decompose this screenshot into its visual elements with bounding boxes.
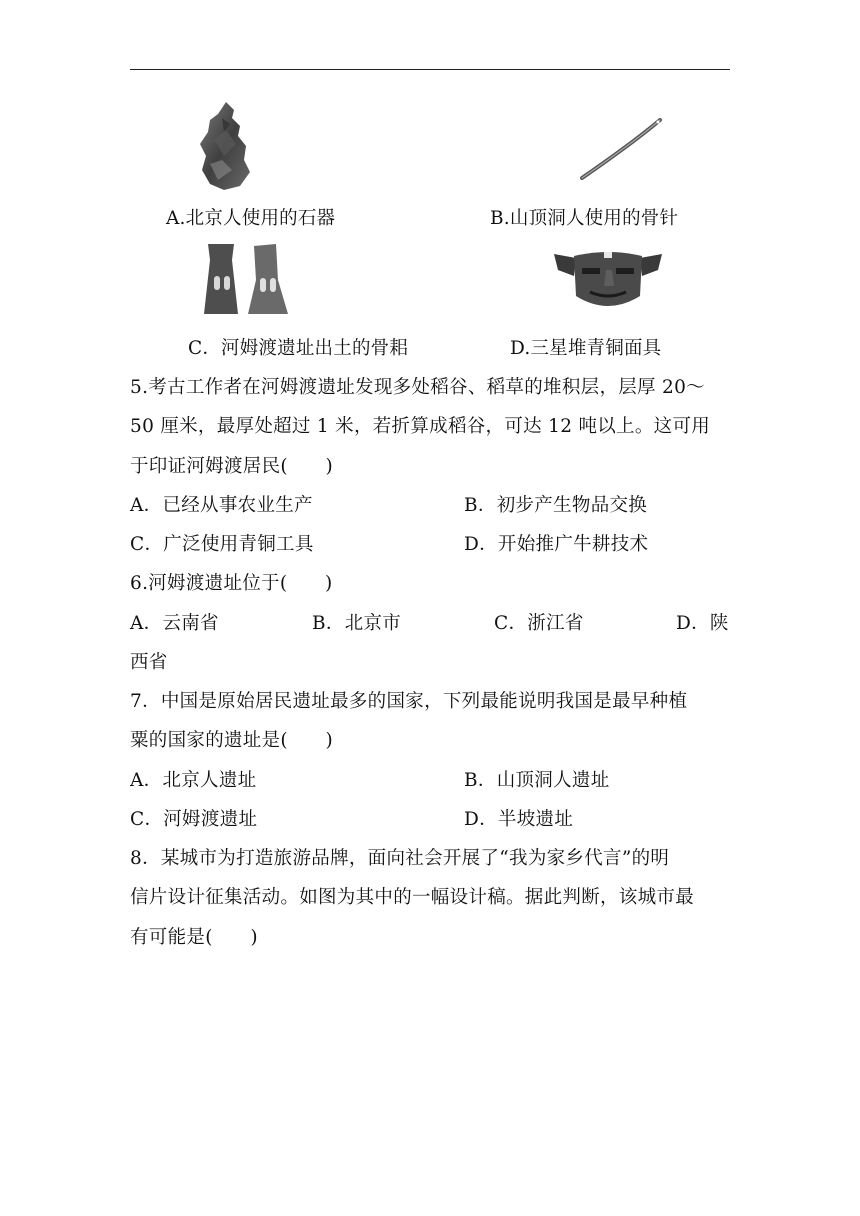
q7-option-a[interactable]: A．北京人遗址 bbox=[130, 770, 257, 791]
q8-stem-line-3: 有可能是( ) bbox=[130, 927, 258, 948]
bronze-mask-image bbox=[552, 246, 664, 316]
stone-tool-image bbox=[196, 100, 252, 192]
q6-option-d[interactable]: D．陕 bbox=[676, 613, 729, 634]
q7-option-b[interactable]: B．山顶洞人遗址 bbox=[464, 770, 610, 791]
q5-stem-line-2: 50 厘米，最厚处超过 1 米，若折算成稻谷，可达 12 吨以上。这可用 bbox=[130, 416, 711, 437]
q5-option-c[interactable]: C．广泛使用青铜工具 bbox=[130, 534, 314, 555]
q6-stem: 6.河姆渡遗址位于( ) bbox=[130, 573, 333, 594]
bone-spade-image bbox=[198, 240, 290, 318]
figure-caption-c: C．河姆渡遗址出土的骨耜 bbox=[188, 338, 409, 359]
q5-option-b[interactable]: B．初步产生物品交换 bbox=[464, 495, 648, 516]
q7-stem-line-1: 7．中国是原始居民遗址最多的国家，下列最能说明我国是最早种植 bbox=[130, 691, 688, 712]
figure-caption-a: A.北京人使用的石器 bbox=[166, 208, 336, 229]
q6-option-d-wrap: 西省 bbox=[130, 652, 168, 673]
q7-stem-line-2: 粟的国家的遗址是( ) bbox=[130, 730, 334, 751]
q6-option-c[interactable]: C．浙江省 bbox=[494, 613, 584, 634]
q8-stem-line-1: 8．某城市为打造旅游品牌，面向社会开展了“我为家乡代言”的明 bbox=[130, 848, 670, 869]
q5-option-a[interactable]: A．已经从事农业生产 bbox=[130, 495, 313, 516]
header-rule bbox=[130, 69, 730, 70]
q7-option-d[interactable]: D．半坡遗址 bbox=[464, 809, 574, 830]
q5-stem-line-1: 5.考古工作者在河姆渡遗址发现多处稻谷、稻草的堆积层，层厚 20～ bbox=[130, 377, 705, 398]
bone-needle-image bbox=[574, 116, 666, 182]
figure-caption-b: B.山顶洞人使用的骨针 bbox=[490, 208, 679, 229]
figure-caption-d: D.三星堆青铜面具 bbox=[510, 338, 662, 359]
q8-stem-line-2: 信片设计征集活动。如图为其中的一幅设计稿。据此判断，该城市最 bbox=[130, 887, 695, 908]
q6-option-a[interactable]: A．云南省 bbox=[130, 613, 219, 634]
q7-option-c[interactable]: C．河姆渡遗址 bbox=[130, 809, 258, 830]
q5-option-d[interactable]: D．开始推广牛耕技术 bbox=[464, 534, 649, 555]
q6-option-b[interactable]: B．北京市 bbox=[312, 613, 402, 634]
q5-stem-line-3: 于印证河姆渡居民( ) bbox=[130, 456, 334, 477]
